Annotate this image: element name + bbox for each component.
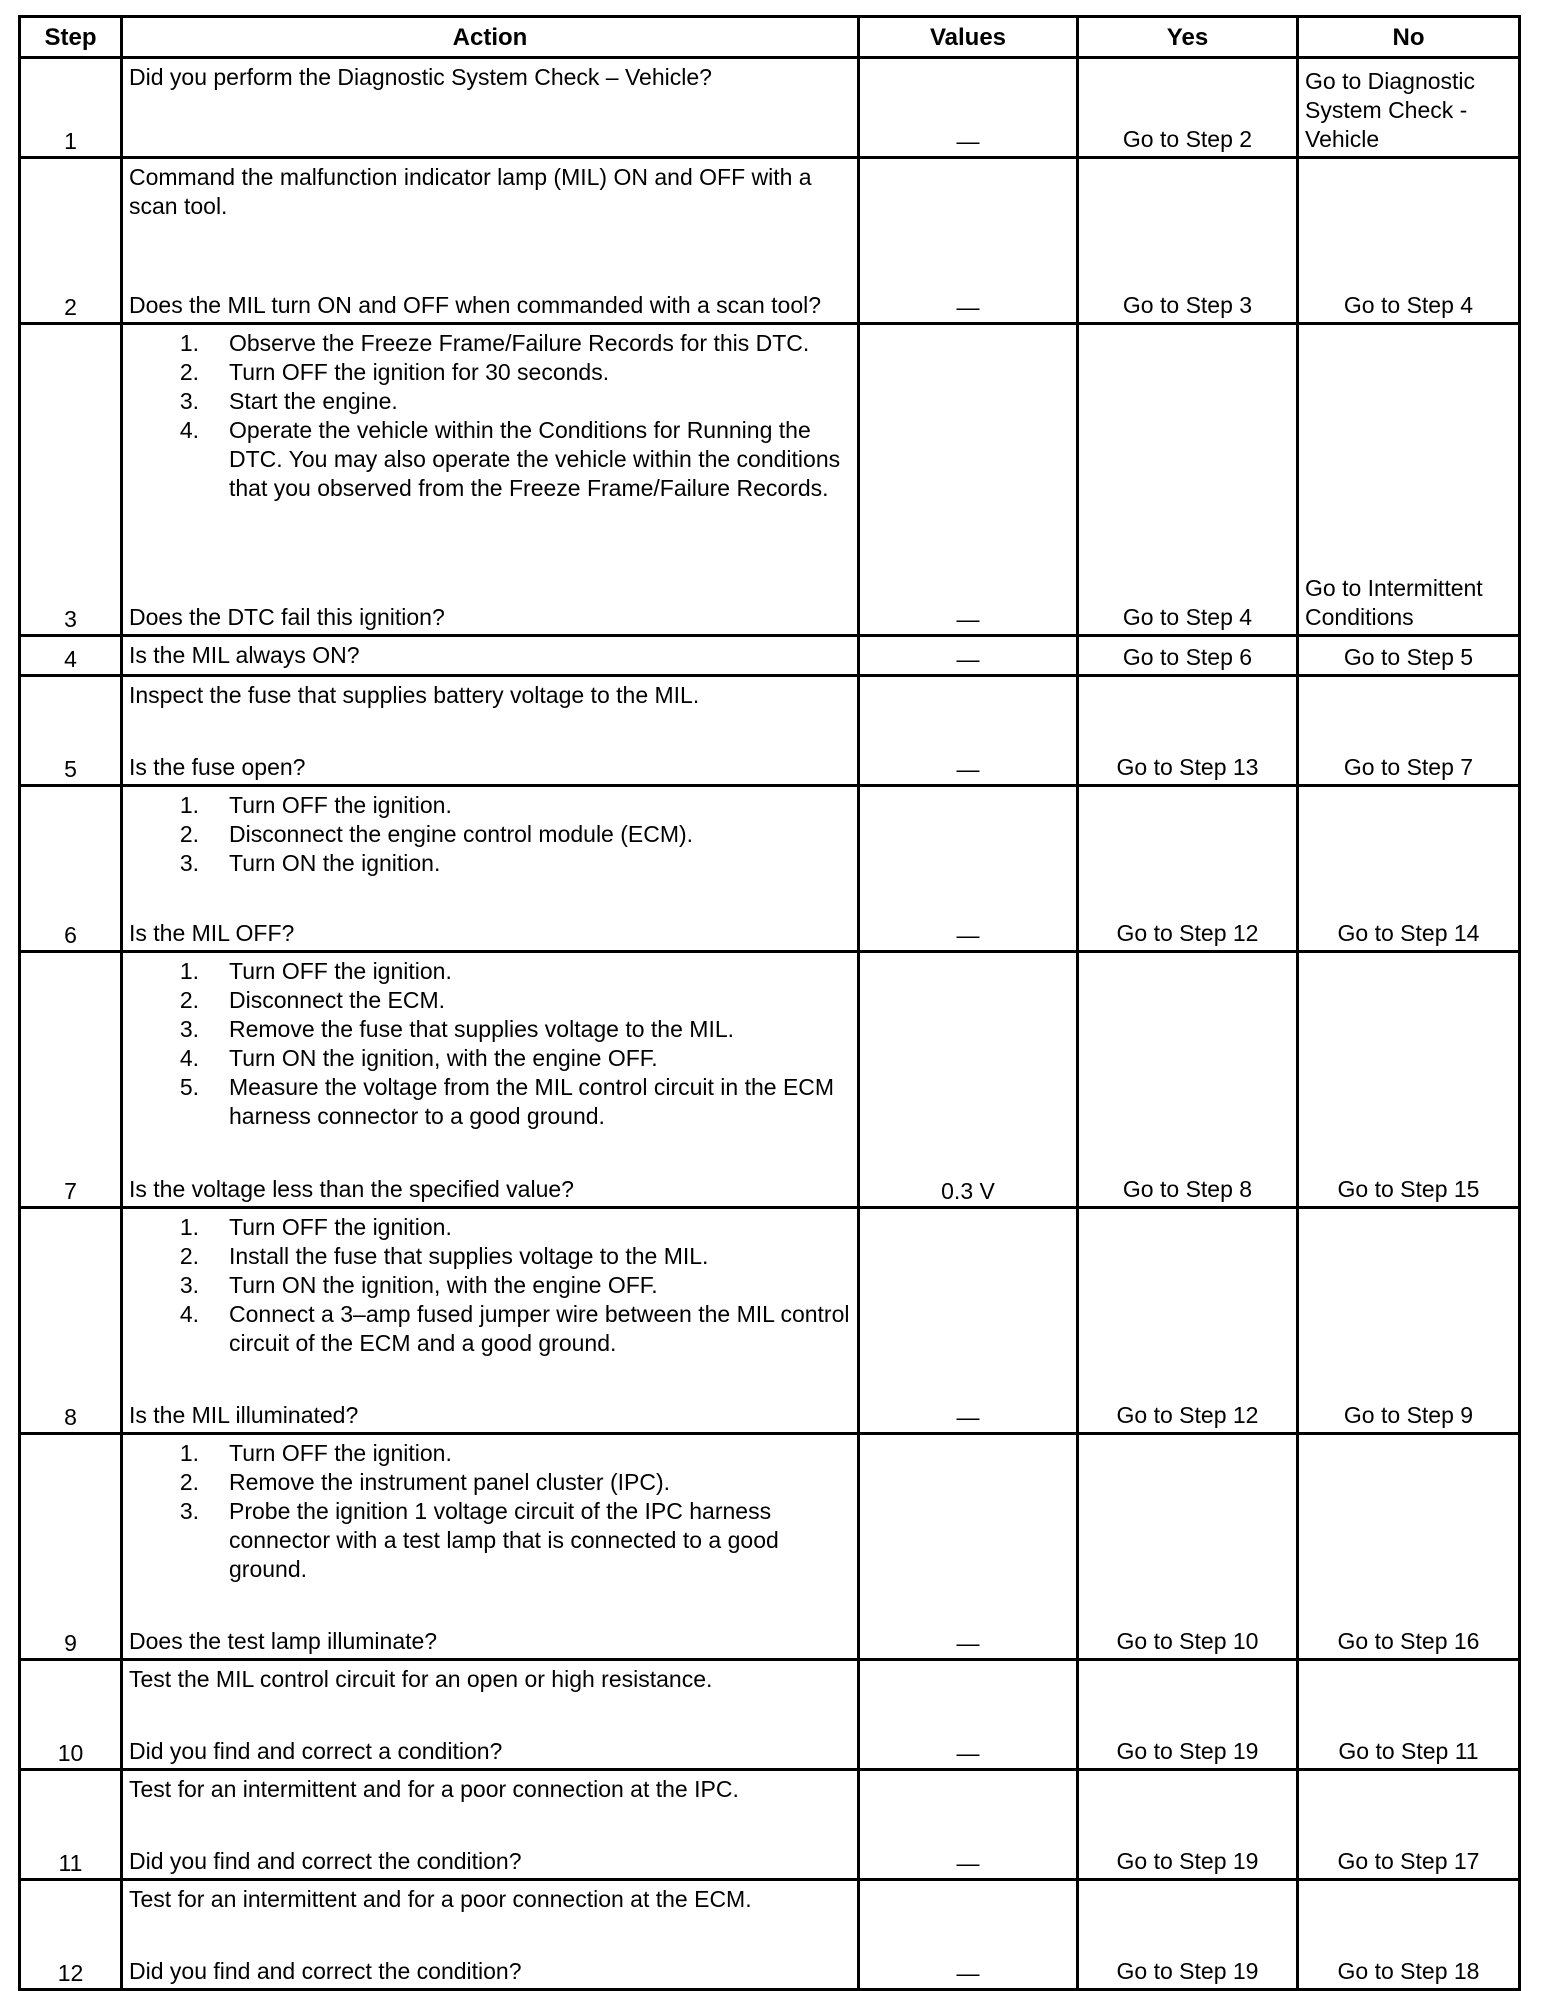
value-cell: — xyxy=(859,324,1078,636)
list-item-number: 3. xyxy=(179,1272,199,1298)
list-item-number: 4. xyxy=(179,1301,199,1327)
action-cell xyxy=(122,158,859,324)
list-item-text: Operate the vehicle within the Conditions for Running the DTC. You may also operate the vehicle within the conditions that you observed from the Freeze Frame/Failure Records. xyxy=(229,417,841,501)
table-row xyxy=(20,952,1520,1208)
list-item xyxy=(129,1271,851,1300)
diagnostic-table xyxy=(18,15,1521,1991)
list-item xyxy=(129,1300,851,1358)
list-item xyxy=(129,1242,851,1271)
list-item xyxy=(129,1213,851,1242)
table-row xyxy=(20,676,1520,786)
yes-link[interactable]: Go to Step 19 xyxy=(1078,1770,1298,1880)
action-intro: Is the MIL always ON? xyxy=(129,642,360,668)
step-number: 10 xyxy=(20,1660,122,1770)
list-item-text: Start the engine. xyxy=(229,388,398,414)
table-row xyxy=(20,1660,1520,1770)
list-item-text: Install the fuse that supplies voltage to the MIL. xyxy=(229,1243,709,1269)
list-item xyxy=(129,329,851,358)
header-step: Step xyxy=(20,17,122,58)
action-cell xyxy=(122,1660,859,1770)
action-question: Is the voltage less than the specified value? xyxy=(129,1176,574,1202)
action-cell xyxy=(122,1770,859,1880)
yes-link[interactable]: Go to Step 19 xyxy=(1078,1880,1298,1990)
action-cell xyxy=(122,952,859,1208)
table-row xyxy=(20,1770,1520,1880)
list-item-number: 1. xyxy=(179,1440,199,1466)
step-number: 3 xyxy=(20,324,122,636)
yes-link[interactable]: Go to Step 12 xyxy=(1078,786,1298,952)
action-cell xyxy=(122,1434,859,1660)
list-item-text: Turn ON the ignition, with the engine OFF. xyxy=(229,1272,658,1298)
header-values: Values xyxy=(859,17,1078,58)
action-question: Does the test lamp illuminate? xyxy=(129,1628,438,1654)
no-link[interactable]: Go to Step 16 xyxy=(1298,1434,1520,1660)
list-item-number: 3. xyxy=(179,1016,199,1042)
list-item-number: 3. xyxy=(179,1498,199,1524)
list-item xyxy=(129,791,851,820)
value-cell: — xyxy=(859,58,1078,158)
action-question: Did you find and correct the condition? xyxy=(129,1848,522,1874)
step-number: 1 xyxy=(20,58,122,158)
value-cell: — xyxy=(859,1770,1078,1880)
header-row xyxy=(20,17,1520,58)
list-item-text: Remove the instrument panel cluster (IPC). xyxy=(229,1469,671,1495)
table-body xyxy=(20,58,1520,1990)
yes-link[interactable]: Go to Step 6 xyxy=(1078,636,1298,676)
list-item xyxy=(129,387,851,416)
action-cell xyxy=(122,1880,859,1990)
action-intro: Inspect the fuse that supplies battery voltage to the MIL. xyxy=(129,682,700,708)
action-steps-list xyxy=(129,329,851,503)
action-question: Is the MIL OFF? xyxy=(129,920,295,946)
action-cell xyxy=(122,636,859,676)
header-no: No xyxy=(1298,17,1520,58)
list-item-text: Measure the voltage from the MIL control circuit in the ECM harness connector to a good ground. xyxy=(229,1074,835,1129)
yes-link[interactable]: Go to Step 12 xyxy=(1078,1208,1298,1434)
action-question: Is the MIL illuminated? xyxy=(129,1402,359,1428)
list-item xyxy=(129,957,851,986)
table-row xyxy=(20,786,1520,952)
action-intro: Did you perform the Diagnostic System Check – Vehicle? xyxy=(129,64,712,90)
action-cell xyxy=(122,676,859,786)
list-item-number: 3. xyxy=(179,850,199,876)
list-item-text: Turn OFF the ignition for 30 seconds. xyxy=(229,359,610,385)
action-question: Is the fuse open? xyxy=(129,754,306,780)
list-item-text: Disconnect the ECM. xyxy=(229,987,446,1013)
action-steps-list xyxy=(129,1213,851,1358)
list-item-text: Turn OFF the ignition. xyxy=(229,958,452,984)
list-item-number: 4. xyxy=(179,417,199,443)
list-item-number: 1. xyxy=(179,1214,199,1240)
no-link[interactable]: Go to Step 7 xyxy=(1298,676,1520,786)
action-question: Does the DTC fail this ignition? xyxy=(129,604,445,630)
yes-link[interactable]: Go to Step 4 xyxy=(1078,324,1298,636)
list-item xyxy=(129,1468,851,1497)
action-steps-list xyxy=(129,791,851,878)
list-item-number: 2. xyxy=(179,359,199,385)
list-item xyxy=(129,358,851,387)
list-item xyxy=(129,416,851,503)
no-link[interactable]: Go to Step 18 xyxy=(1298,1880,1520,1990)
list-item-text: Observe the Freeze Frame/Failure Records for this DTC. xyxy=(229,330,810,356)
list-item-number: 2. xyxy=(179,1469,199,1495)
yes-link[interactable]: Go to Step 10 xyxy=(1078,1434,1298,1660)
list-item-text: Turn OFF the ignition. xyxy=(229,1214,452,1240)
step-number: 5 xyxy=(20,676,122,786)
list-item-text: Connect a 3–amp fused jumper wire between the MIL control circuit of the ECM and a good ground. xyxy=(229,1301,850,1356)
list-item xyxy=(129,1015,851,1044)
list-item-text: Turn OFF the ignition. xyxy=(229,1440,452,1466)
action-cell xyxy=(122,58,859,158)
table-row xyxy=(20,58,1520,158)
table-row xyxy=(20,1880,1520,1990)
action-question: Does the MIL turn ON and OFF when commanded with a scan tool? xyxy=(129,292,822,318)
list-item xyxy=(129,1497,851,1584)
no-link[interactable]: Go to Step 17 xyxy=(1298,1770,1520,1880)
value-cell: 0.3 V xyxy=(859,952,1078,1208)
step-number: 4 xyxy=(20,636,122,676)
step-number: 6 xyxy=(20,786,122,952)
action-steps-list xyxy=(129,1439,851,1584)
list-item xyxy=(129,1073,851,1131)
no-link[interactable]: Go to Step 11 xyxy=(1298,1660,1520,1770)
list-item-number: 3. xyxy=(179,388,199,414)
value-cell: — xyxy=(859,786,1078,952)
list-item-text: Remove the fuse that supplies voltage to the MIL. xyxy=(229,1016,735,1042)
yes-link[interactable]: Go to Step 3 xyxy=(1078,158,1298,324)
action-intro: Test for an intermittent and for a poor connection at the IPC. xyxy=(129,1776,739,1802)
list-item xyxy=(129,1044,851,1073)
header-yes: Yes xyxy=(1078,17,1298,58)
step-number: 2 xyxy=(20,158,122,324)
value-cell: — xyxy=(859,1660,1078,1770)
list-item-text: Turn ON the ignition, with the engine OFF. xyxy=(229,1045,658,1071)
action-cell xyxy=(122,786,859,952)
list-item-number: 2. xyxy=(179,821,199,847)
list-item-number: 5. xyxy=(179,1074,199,1100)
step-number: 8 xyxy=(20,1208,122,1434)
value-cell: — xyxy=(859,158,1078,324)
table-row xyxy=(20,1434,1520,1660)
action-cell xyxy=(122,324,859,636)
list-item xyxy=(129,820,851,849)
no-link[interactable]: Go to Step 5 xyxy=(1298,636,1520,676)
list-item-number: 2. xyxy=(179,1243,199,1269)
action-steps-list xyxy=(129,957,851,1131)
list-item-number: 4. xyxy=(179,1045,199,1071)
no-link[interactable]: Go to Diagnostic System Check - Vehicle xyxy=(1298,58,1520,158)
list-item-text: Probe the ignition 1 voltage circuit of the IPC harness connector with a test lamp that is connected to a good ground. xyxy=(229,1498,779,1582)
value-cell: — xyxy=(859,1208,1078,1434)
list-item xyxy=(129,986,851,1015)
step-number: 12 xyxy=(20,1880,122,1990)
list-item-number: 2. xyxy=(179,987,199,1013)
yes-link[interactable]: Go to Step 19 xyxy=(1078,1660,1298,1770)
step-number: 9 xyxy=(20,1434,122,1660)
no-link[interactable]: Go to Step 4 xyxy=(1298,158,1520,324)
header-action: Action xyxy=(122,17,859,58)
list-item-number: 1. xyxy=(179,792,199,818)
list-item-number: 1. xyxy=(179,330,199,356)
table-row xyxy=(20,1208,1520,1434)
action-intro: Command the malfunction indicator lamp (MIL) ON and OFF with a scan tool. xyxy=(129,164,812,219)
table-row xyxy=(20,324,1520,636)
list-item-text: Disconnect the engine control module (ECM). xyxy=(229,821,694,847)
step-number: 7 xyxy=(20,952,122,1208)
table-row xyxy=(20,158,1520,324)
list-item xyxy=(129,1439,851,1468)
value-cell: — xyxy=(859,636,1078,676)
list-item-number: 1. xyxy=(179,958,199,984)
list-item-text: Turn ON the ignition. xyxy=(229,850,441,876)
no-link[interactable]: Go to Step 9 xyxy=(1298,1208,1520,1434)
step-number: 11 xyxy=(20,1770,122,1880)
list-item-text: Turn OFF the ignition. xyxy=(229,792,452,818)
yes-link[interactable]: Go to Step 8 xyxy=(1078,952,1298,1208)
no-link[interactable]: Go to Step 14 xyxy=(1298,786,1520,952)
action-intro: Test for an intermittent and for a poor connection at the ECM. xyxy=(129,1886,752,1912)
no-link[interactable]: Go to Intermittent Conditions xyxy=(1298,324,1520,636)
action-intro: Test the MIL control circuit for an open or high resistance. xyxy=(129,1666,713,1692)
table-row xyxy=(20,636,1520,676)
value-cell: — xyxy=(859,1880,1078,1990)
value-cell: — xyxy=(859,1434,1078,1660)
action-cell xyxy=(122,1208,859,1434)
action-question: Did you find and correct the condition? xyxy=(129,1958,522,1984)
value-cell: — xyxy=(859,676,1078,786)
list-item xyxy=(129,849,851,878)
yes-link[interactable]: Go to Step 13 xyxy=(1078,676,1298,786)
yes-link[interactable]: Go to Step 2 xyxy=(1078,58,1298,158)
no-link[interactable]: Go to Step 15 xyxy=(1298,952,1520,1208)
action-question: Did you find and correct a condition? xyxy=(129,1738,503,1764)
